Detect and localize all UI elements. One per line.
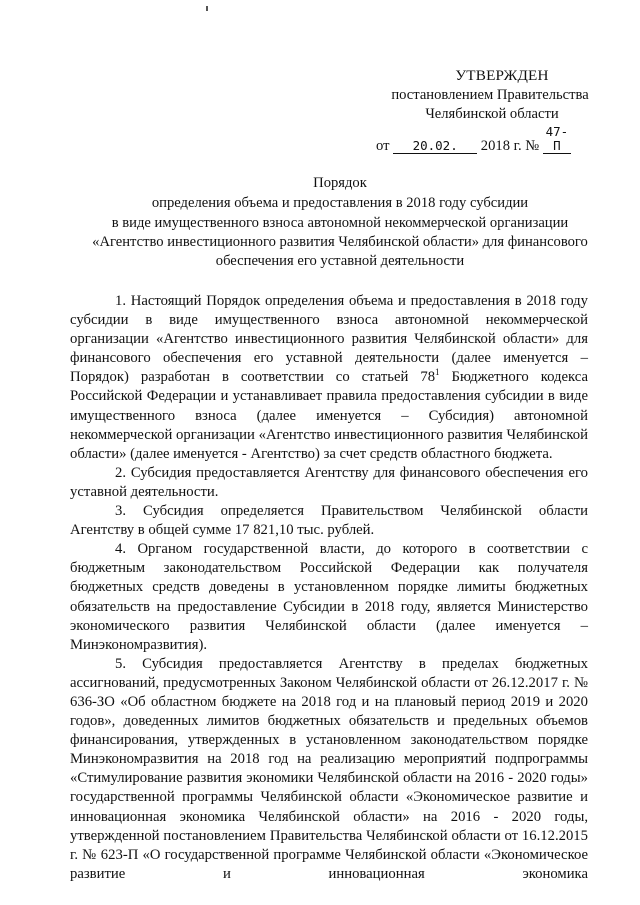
paragraph-5: 5. Субсидия предоставляется Агентству в пределах бюджетных ассигнований, предусмотренных Законом Челябинской области от 26.12.2017 г. № 636-ЗО «Об областном бюджете на 2018 год и на плановый период 2019 и 2020 годов», доведенных лимитов бюджетных обязательств и предельных объемов финансирования, утвержденных в установленном законодательством порядке Минэкономразвития на 2018 год на реализацию мероприятий подпрограммы «Стимулирование развития экономики Челябинской области на 2016 - 2020 годы» государственной программы Челябинской области «Экономическое развитие и инновационная экономика Челябинской области» на 2016 - 2020 годы, утвержденной постановлением Правительства Челябинской области от 16.12.2015 г. № 623-П «О государственной программе Челябинской области «Экономическое развитие и инновационная экономика: [70, 655, 588, 882]
paragraph-1: [70, 292, 588, 464]
document-title: Порядок: [313, 175, 367, 191]
paragraph-1-text-b: Бюджетного кодекса Российской Федерации и устанавливает правила предоставления субсидии в виде имущественного взноса (далее именуется – Субсидия) автономной некоммерческой организации «Агентство инвестиционного развития Челябинской области» (далее именуется - Агентство) за счет средств областного бюджета.: [70, 369, 588, 462]
paragraph-3: 3. Субсидия определяется Правительством Челябинской области Агентству в общей сумме 17 821,10 тыс. рублей.: [70, 503, 588, 539]
paragraph-1-text-a: 1. Настоящий Порядок определения объема и предоставления в 2018 году субсидии в виде имущественного взноса автономной некоммерческой организации «Агентство инвестиционного развития Челябинской области» для финансового обеспечения его уставной деятельности (далее именуется – Порядок) разработан в соответствии со статьей 78: [70, 293, 588, 386]
superscript: 1: [435, 367, 440, 378]
heading-line: «Агентство инвестиционного развития Челябинской области» для финансового: [92, 233, 588, 250]
document-heading: [40, 174, 640, 271]
handwritten-date: 20.02.: [393, 139, 477, 154]
approval-date-line: [372, 125, 602, 157]
paragraph-4: 4. Органом государственной власти, до которого в соответствии с бюджетным законодательством Российской Федерации как получателя бюджетных средств доведены в установленном порядке лимиты бюджетных обязательств на предоставление Субсидии в 2018 году, является Министерство экономического развития Челябинской области (далее именуется – Минэкономразвития).: [70, 541, 588, 653]
approval-line-1: постановлением Правительства: [391, 86, 589, 103]
heading-line: в виде имущественного взноса автономной некоммерческой организации: [111, 214, 569, 231]
year-text: 2018 г. №: [480, 137, 540, 154]
scan-mark: [206, 6, 208, 11]
date-prefix: от: [376, 137, 390, 154]
approval-title: УТВЕРЖДЕН: [455, 67, 549, 84]
heading-line: определения объема и предоставления в 2018 году субсидии: [151, 195, 529, 212]
heading-line: обеспечения его уставной деятельности: [215, 253, 465, 270]
handwritten-number: 47-П: [543, 125, 571, 154]
approval-stamp-block: [372, 66, 602, 156]
document-body: [70, 292, 588, 884]
paragraph-2: 2. Субсидия предоставляется Агентству для финансового обеспечения его уставной деятельности.: [70, 464, 588, 500]
approval-line-2: Челябинской области: [425, 106, 559, 122]
